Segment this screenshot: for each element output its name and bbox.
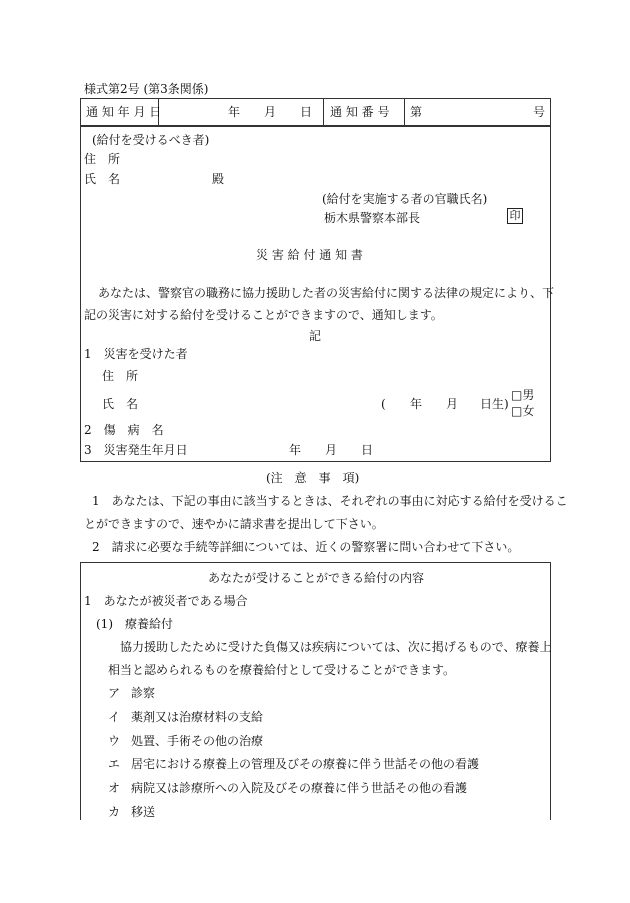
notice-number-prefix: 第: [410, 105, 423, 119]
note-1-line-1: 1 あなたは、下記の事由に該当するときは、それぞれの事由に対応する給付を受けるこ: [92, 494, 568, 508]
divider: [404, 98, 405, 126]
notice-date-value: 年 月 日: [228, 105, 313, 119]
issuer-name: 栃木県警察本部長: [324, 211, 421, 225]
item-3-label: 3 災害発生年月日: [84, 443, 188, 457]
list-item-text: 診察: [131, 686, 156, 700]
benefits-title: あなたが受けることができる給付の内容: [208, 571, 425, 585]
benefits-left-border: [80, 562, 81, 820]
notice-date-label: 通 知 年 月 日: [86, 105, 162, 119]
victim-name-label: 氏 名: [102, 397, 139, 411]
list-item-text: 居宅における療養上の管理及びその療養に伴う世話その他の看護: [131, 757, 480, 771]
notes-title: (注 意 事 項): [266, 471, 360, 485]
item-1-label: 1 災害を受けた者: [84, 347, 188, 361]
body-line-2: 記の災害に対する給付を受けることができますので、通知します。: [84, 308, 443, 322]
benefits-right-border: [550, 562, 551, 820]
birth-day: 日生): [480, 397, 509, 411]
document-title: 災 害 給 付 通 知 書: [256, 248, 363, 262]
list-item-mark: イ: [108, 710, 121, 724]
recipient-address-label: 住 所: [84, 152, 121, 166]
list-item-text: 処置、手術その他の治療: [131, 734, 264, 748]
notice-number-suffix: 号: [533, 105, 546, 119]
list-item-mark: エ: [108, 757, 121, 771]
issuer-heading: (給付を実施する者の官職氏名): [322, 192, 488, 206]
form-id: 様式第2号 (第3条関係): [84, 82, 209, 96]
gender-female-checkbox[interactable]: □女: [511, 404, 535, 418]
victim-address-label: 住 所: [102, 369, 139, 383]
ki-marker: 記: [309, 329, 322, 343]
item-2-label: 2 傷 病 名: [84, 423, 164, 437]
notice-number-label: 通 知 番 号: [330, 105, 390, 119]
benefits-top-border: [80, 562, 551, 563]
incident-date-value: 年 月 日: [289, 443, 374, 457]
birth-month: 月: [446, 397, 459, 411]
birth-open-paren: (: [381, 397, 386, 411]
recipient-name-label: 氏 名: [84, 172, 121, 186]
note-2: 2 請求に必要な手続等詳細については、近くの警察署に問い合わせて下さい。: [92, 540, 520, 554]
gender-male-checkbox[interactable]: □男: [511, 388, 535, 402]
list-item-mark: カ: [108, 805, 121, 819]
benefits-desc-line-1: 協力援助したために受けた負傷又は疾病については、次に掲げるもので、療養上: [120, 640, 552, 654]
list-item-mark: オ: [108, 781, 121, 795]
benefits-desc-line-2: 相当と認められるものを療養給付として受けることができます。: [108, 663, 456, 677]
divider: [323, 98, 324, 126]
list-item-mark: ウ: [108, 734, 121, 748]
seal-mark: 印: [507, 208, 523, 224]
list-item-mark: ア: [108, 686, 121, 700]
recipient-honorific: 殿: [212, 172, 225, 186]
note-1-line-2: とができますので、速やかに請求書を提出して下さい。: [84, 517, 384, 531]
list-item-text: 移送: [131, 805, 156, 819]
benefits-section-1: 1 あなたが被災者である場合: [84, 594, 248, 608]
list-item-text: 病院又は診療所への入院及びその療養に伴う世話その他の看護: [131, 781, 468, 795]
recipient-heading: (給付を受けるべき者): [92, 133, 210, 147]
body-line-1: あなたは、警察官の職務に協力援助した者の災害給付に関する法律の規定により、下: [98, 286, 555, 300]
benefits-subsection-1: (1) 療養給付: [96, 617, 173, 631]
list-item-text: 薬剤又は治療材料の支給: [131, 710, 264, 724]
birth-year: 年: [410, 397, 423, 411]
